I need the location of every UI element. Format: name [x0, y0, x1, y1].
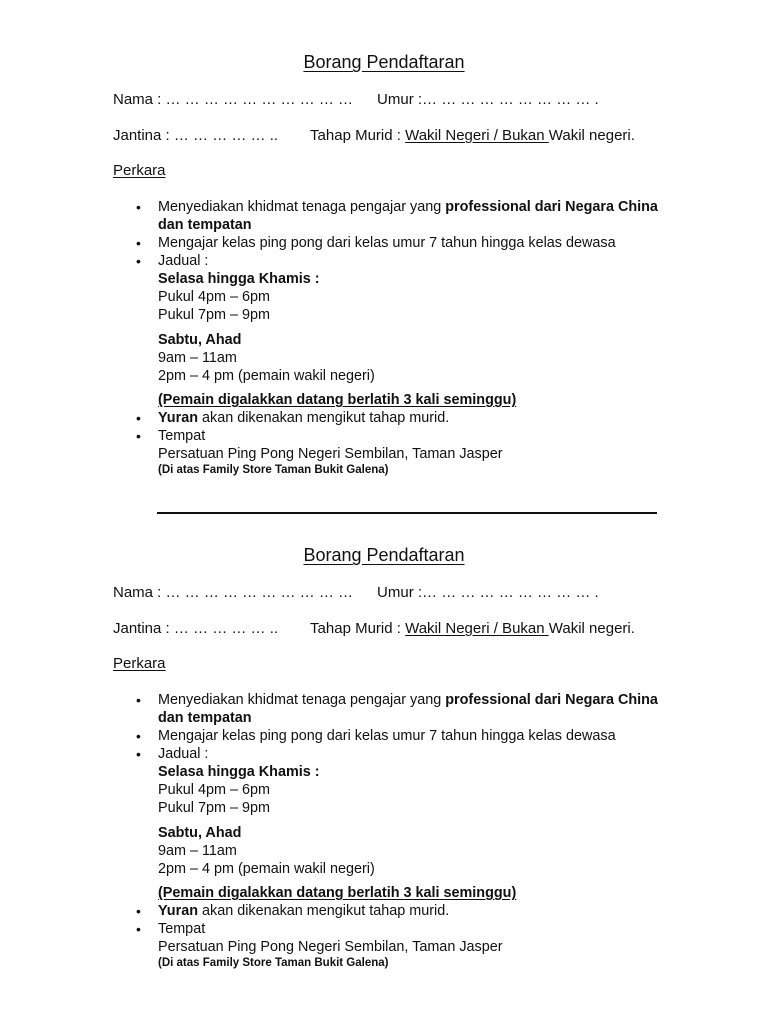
tempat-label: Tempat: [158, 921, 206, 937]
bullet-icon: •: [136, 199, 141, 215]
tahap-murid-label: Tahap Murid :: [310, 127, 406, 144]
list-item: [136, 409, 678, 427]
registration-form-1: [0, 0, 768, 476]
weekend-slot: 2pm – 4 pm (pemain wakil negeri): [158, 368, 375, 384]
bullet-icon: •: [136, 692, 141, 708]
tahap-murid-label: Tahap Murid :: [310, 620, 406, 637]
list-item: [136, 198, 678, 234]
nama-field[interactable]: Nama : … … … … … … … … … …: [113, 584, 354, 601]
bullet-icon: •: [136, 746, 141, 762]
list-item: [136, 691, 678, 727]
weekday-slot: Pukul 7pm – 9pm: [158, 800, 270, 816]
perkara-list: [136, 198, 678, 478]
list-item: [136, 920, 678, 971]
list-item: [136, 427, 678, 478]
yuran-label: Yuran: [158, 903, 198, 919]
list-item: [136, 234, 678, 252]
umur-field[interactable]: Umur :… … … … … … … … … .: [377, 584, 599, 601]
perkara-heading: Perkara: [113, 655, 166, 672]
tahap-murid-options: Wakil Negeri / Bukan: [405, 620, 549, 637]
tempat-address: Persatuan Ping Pong Negeri Sembilan, Taman Jasper: [158, 939, 503, 955]
weekend-slot: 9am – 11am: [158, 843, 237, 859]
item-text-bold: professional dari Negara China dan tempatan: [158, 199, 658, 233]
list-item: [136, 727, 678, 745]
tahap-murid-suffix: Wakil negeri.: [548, 127, 635, 144]
nama-umur-line: [113, 584, 599, 601]
bullet-icon: •: [136, 921, 141, 937]
jadual-label: Jadual :: [158, 746, 209, 762]
yuran-text: akan dikenakan mengikut tahap murid.: [198, 903, 450, 919]
bullet-icon: •: [136, 410, 141, 426]
bullet-icon: •: [136, 903, 141, 919]
umur-field[interactable]: Umur :… … … … … … … … … .: [377, 91, 599, 108]
weekend-heading: Sabtu, Ahad: [158, 825, 242, 841]
registration-form-2: [0, 493, 768, 969]
form-title: Borang Pendaftaran: [303, 545, 465, 565]
item-text: Menyediakan khidmat tenaga pengajar yang: [158, 692, 446, 708]
form-title: Borang Pendaftaran: [303, 52, 465, 72]
nama-umur-line: [113, 91, 599, 108]
list-item: [136, 252, 678, 409]
item-text: Mengajar kelas ping pong dari kelas umur 7 tahun hingga kelas dewasa: [158, 235, 616, 251]
bullet-icon: •: [136, 235, 141, 251]
list-item: [136, 745, 678, 902]
weekday-heading: Selasa hingga Khamis :: [158, 271, 320, 287]
weekday-slot: Pukul 4pm – 6pm: [158, 782, 270, 798]
bullet-icon: •: [136, 728, 141, 744]
item-text-bold: professional dari Negara China dan tempatan: [158, 692, 658, 726]
jantina-field[interactable]: Jantina : … … … … … ..: [113, 127, 279, 144]
tahap-murid-suffix: Wakil negeri.: [548, 620, 635, 637]
tempat-note: (Di atas Family Store Taman Bukit Galena): [158, 957, 389, 969]
tempat-address: Persatuan Ping Pong Negeri Sembilan, Taman Jasper: [158, 446, 503, 462]
nama-field[interactable]: Nama : … … … … … … … … … …: [113, 91, 354, 108]
tempat-note: (Di atas Family Store Taman Bukit Galena): [158, 464, 389, 476]
perkara-heading: Perkara: [113, 162, 166, 179]
list-item: [136, 902, 678, 920]
item-text: Menyediakan khidmat tenaga pengajar yang: [158, 199, 446, 215]
jantina-tahap-line: [113, 127, 635, 144]
weekday-slot: Pukul 7pm – 9pm: [158, 307, 270, 323]
yuran-text: akan dikenakan mengikut tahap murid.: [198, 410, 450, 426]
jantina-tahap-line: [113, 620, 635, 637]
tahap-murid-options: Wakil Negeri / Bukan: [405, 127, 549, 144]
weekend-slot: 2pm – 4 pm (pemain wakil negeri): [158, 861, 375, 877]
bullet-icon: •: [136, 428, 141, 444]
item-text: Mengajar kelas ping pong dari kelas umur 7 tahun hingga kelas dewasa: [158, 728, 616, 744]
jantina-field[interactable]: Jantina : … … … … … ..: [113, 620, 279, 637]
weekday-slot: Pukul 4pm – 6pm: [158, 289, 270, 305]
encourage-note: (Pemain digalakkan datang berlatih 3 kali seminggu): [158, 392, 517, 408]
weekend-heading: Sabtu, Ahad: [158, 332, 242, 348]
yuran-label: Yuran: [158, 410, 198, 426]
bullet-icon: •: [136, 253, 141, 269]
perkara-list: [136, 691, 678, 971]
tempat-label: Tempat: [158, 428, 206, 444]
weekday-heading: Selasa hingga Khamis :: [158, 764, 320, 780]
weekend-slot: 9am – 11am: [158, 350, 237, 366]
jadual-label: Jadual :: [158, 253, 209, 269]
encourage-note: (Pemain digalakkan datang berlatih 3 kali seminggu): [158, 885, 517, 901]
